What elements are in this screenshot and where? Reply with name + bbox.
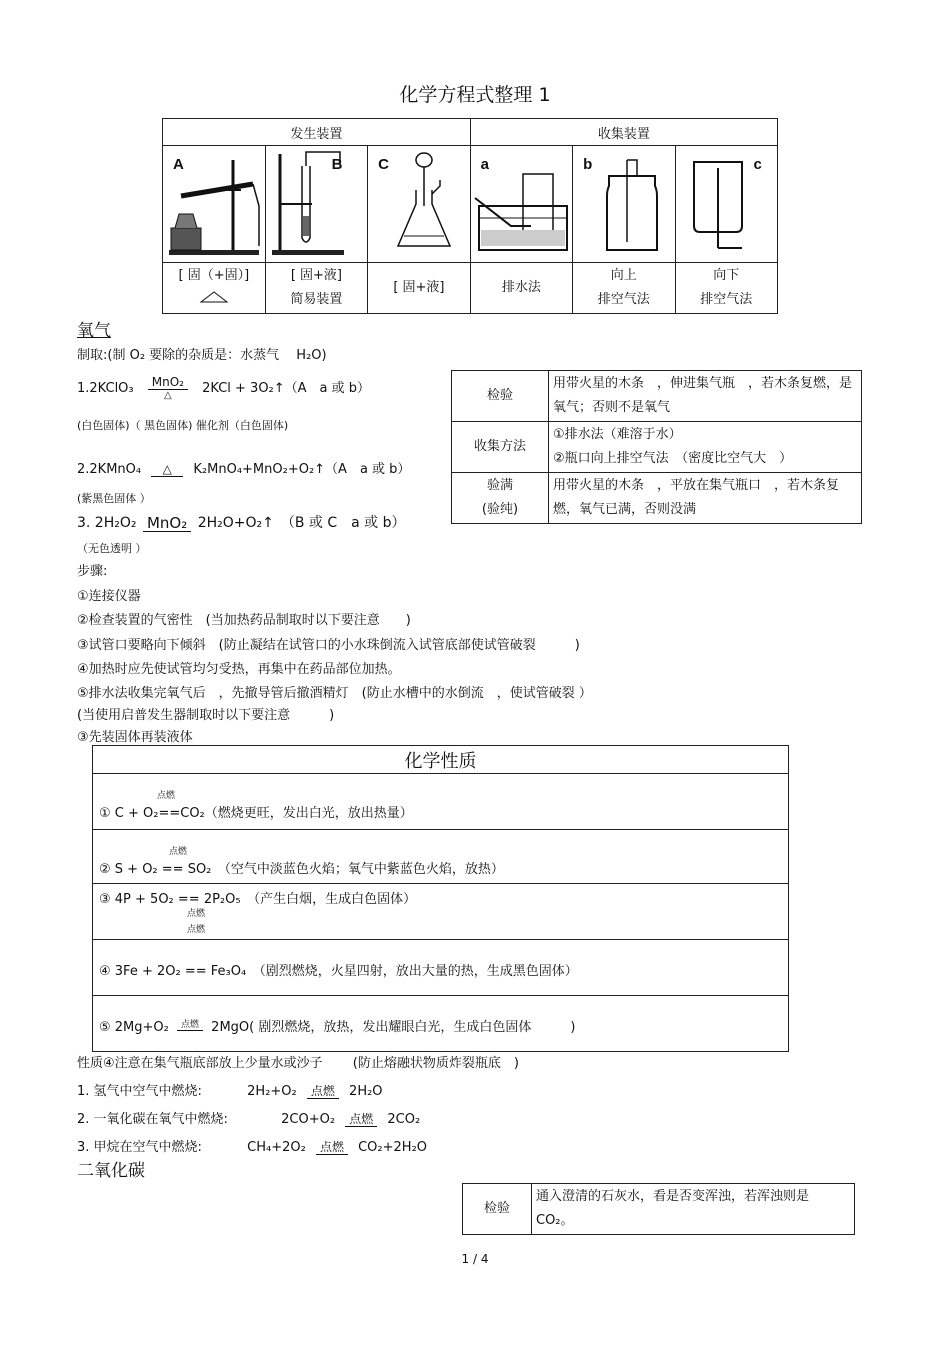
apparatus-c-collect-cell [675, 146, 777, 263]
oxygen-collect-key: 收集方法 [452, 422, 549, 473]
ignite-condition: 点燃 [157, 791, 176, 801]
step-item: ③试管口要略向下倾斜 (防止凝结在试管口的小水珠倒流入试管底部使试管破裂 ) [77, 638, 580, 653]
steps-title: 步骤: [77, 564, 108, 579]
oxygen-test-value: 用带火星的木条 ，伸进集气瓶 ，若木条复燃，是氧气；否则不是氧气 [549, 371, 862, 422]
step-item: ⑤排水法收集完氧气后 ，先撤导管后撤酒精灯 (防止水槽中的水倒流 ，使试管破裂 ） [77, 686, 592, 701]
co2-heading: 二氧化碳 [77, 1161, 145, 1181]
ignite-condition: 点燃 [177, 1020, 203, 1031]
co2-test-key: 检验 [463, 1184, 532, 1235]
oxygen-heading: 氧气 [77, 321, 111, 341]
apparatus-letter: a [480, 156, 490, 173]
step-item: ②检查装置的气密性 (当加热药品制取时以下要注意 ) [77, 613, 411, 628]
equation-2: 2.2KMnO₄ △ K₂MnO₄+MnO₂+O₂↑（A a 或 b） [77, 461, 411, 477]
properties-header: 化学性质 [93, 746, 789, 774]
property-row: 点燃 ② S + O₂ == SO₂ （空气中淡蓝色火焰；氧气中紫蓝色火焰，放热） [93, 830, 789, 884]
combustion-row: 1. 氢气中空气中燃烧: 2H₂+O₂ 点燃 2H₂O [77, 1083, 383, 1099]
properties-table [92, 745, 789, 1052]
apparatus-letter: b [583, 156, 593, 173]
property-row: ③ 4P + 5O₂ == 2P₂O₅ （产生白烟，生成白色固体） 点燃 点燃 [93, 884, 789, 940]
simple-tube-apparatus-image [266, 146, 366, 262]
ignite-condition: 点燃 [187, 925, 206, 935]
apparatus-a-cell [163, 146, 266, 263]
oxygen-test-key: 检验 [452, 371, 549, 422]
apparatus-letter: A [173, 156, 184, 173]
oxygen-full-value: 用带火星的木条 ，平放在集气瓶口 ，若木条复燃，氧气已满，否则没满 [549, 473, 862, 524]
oxygen-prep: 制取:(制 O₂ 要除的杂质是：水蒸气 H₂O) [77, 348, 327, 363]
water-displacement-image [471, 146, 571, 262]
equation-1: 1.2KClO₃ $\frac{\text{MnO₂}}{\triangle}$ 2KCl + 3O₂↑（A a 或 b） [77, 375, 371, 401]
ignite-condition: 点燃 [169, 847, 188, 857]
equation-3-note: （无色透明 ） [77, 542, 147, 555]
apparatus-label: 向下 排空气法 [675, 263, 777, 314]
combustion-row: 2. 一氧化碳在氧气中燃烧: 2CO+O₂ 点燃 2CO₂ [77, 1111, 421, 1127]
apparatus-b-cell [265, 146, 368, 263]
step-item: ③先装固体再装液体 [77, 730, 193, 745]
upward-air-collection-image [573, 146, 673, 262]
heat-triangle-icon [199, 291, 229, 303]
apparatus-label: [ 固+液] [368, 263, 471, 314]
downward-air-collection-image [676, 146, 776, 262]
property-row: ④ 3Fe + 2O₂ == Fe₃O₄ （剧烈燃烧，火星四射，放出大量的热，生成黑色固体） [93, 940, 789, 996]
combustion-row: 3. 甲烷在空气中燃烧: CH₄+2O₂ 点燃 CO₂+2H₂O [77, 1139, 428, 1155]
property-note: 性质④注意在集气瓶底部放上少量水或沙子 (防止熔融状物质炸裂瓶底 ) [77, 1056, 519, 1071]
oxygen-collect-value: ①排水法（难溶于水） ②瓶口向上排空气法 （密度比空气大 ） [549, 422, 862, 473]
co2-test-value: 通入澄清的石灰水，看是否变浑浊，若浑浊则是 CO₂。 [532, 1184, 855, 1235]
ignite-condition: 点燃 [316, 1141, 348, 1155]
flask-funnel-apparatus-image [368, 146, 468, 262]
oxygen-info-table [451, 370, 862, 524]
apparatus-table [162, 118, 778, 314]
apparatus-letter: C [378, 156, 389, 173]
heating-tube-apparatus-image [163, 146, 263, 262]
equation-1-note: (白色固体)（ 黑色固体) 催化剂（白色固体) [77, 419, 289, 432]
apparatus-letter: c [753, 156, 762, 173]
page-number: 1 / 4 [461, 1252, 489, 1266]
equation-3: 3. 2H₂O₂ MnO₂ 2H₂O+O₂↑ （B 或 C a 或 b） [77, 513, 406, 532]
apparatus-label: 向上 排空气法 [573, 263, 675, 314]
ignite-condition: 点燃 [187, 909, 206, 919]
equation-2-note: (紫黑色固体 ） [77, 492, 151, 505]
apparatus-label: [ 固（+固）] [163, 263, 266, 314]
apparatus-letter: B [331, 156, 343, 173]
catalyst-label: MnO₂ [143, 515, 191, 532]
step-item: ①连接仪器 [77, 589, 141, 604]
catalyst-label: MnO₂ [148, 376, 188, 390]
ignite-condition: 点燃 [307, 1085, 339, 1099]
co2-info-table [462, 1183, 855, 1235]
step-item: (当使用启普发生器制取时以下要注意 ) [77, 708, 335, 723]
generator-header: 发生装置 [163, 119, 471, 146]
step-item: ④加热时应先使试管均匀受热，再集中在药品部位加热。 [77, 662, 401, 677]
apparatus-label: [ 固+液] 简易装置 [265, 263, 368, 314]
ignite-condition: 点燃 [345, 1113, 377, 1127]
apparatus-c-cell [368, 146, 471, 263]
collector-header: 收集装置 [470, 119, 777, 146]
apparatus-a-collect-cell [470, 146, 572, 263]
apparatus-b-collect-cell [573, 146, 675, 263]
heat-symbol: △ [164, 390, 172, 401]
heat-symbol: △ [151, 463, 183, 477]
oxygen-full-key: 验满 (验纯) [452, 473, 549, 524]
property-row: ⑤ 2Mg+O₂ 点燃 2MgO( 剧烈燃烧，放热，发出耀眼白光，生成白色固体 ) [93, 996, 789, 1052]
page-title: 化学方程式整理 1 [399, 84, 551, 106]
apparatus-label: 排水法 [470, 263, 572, 314]
property-row: 点燃 ① C + O₂==CO₂（燃烧更旺，发出白光，放出热量） [93, 774, 789, 830]
